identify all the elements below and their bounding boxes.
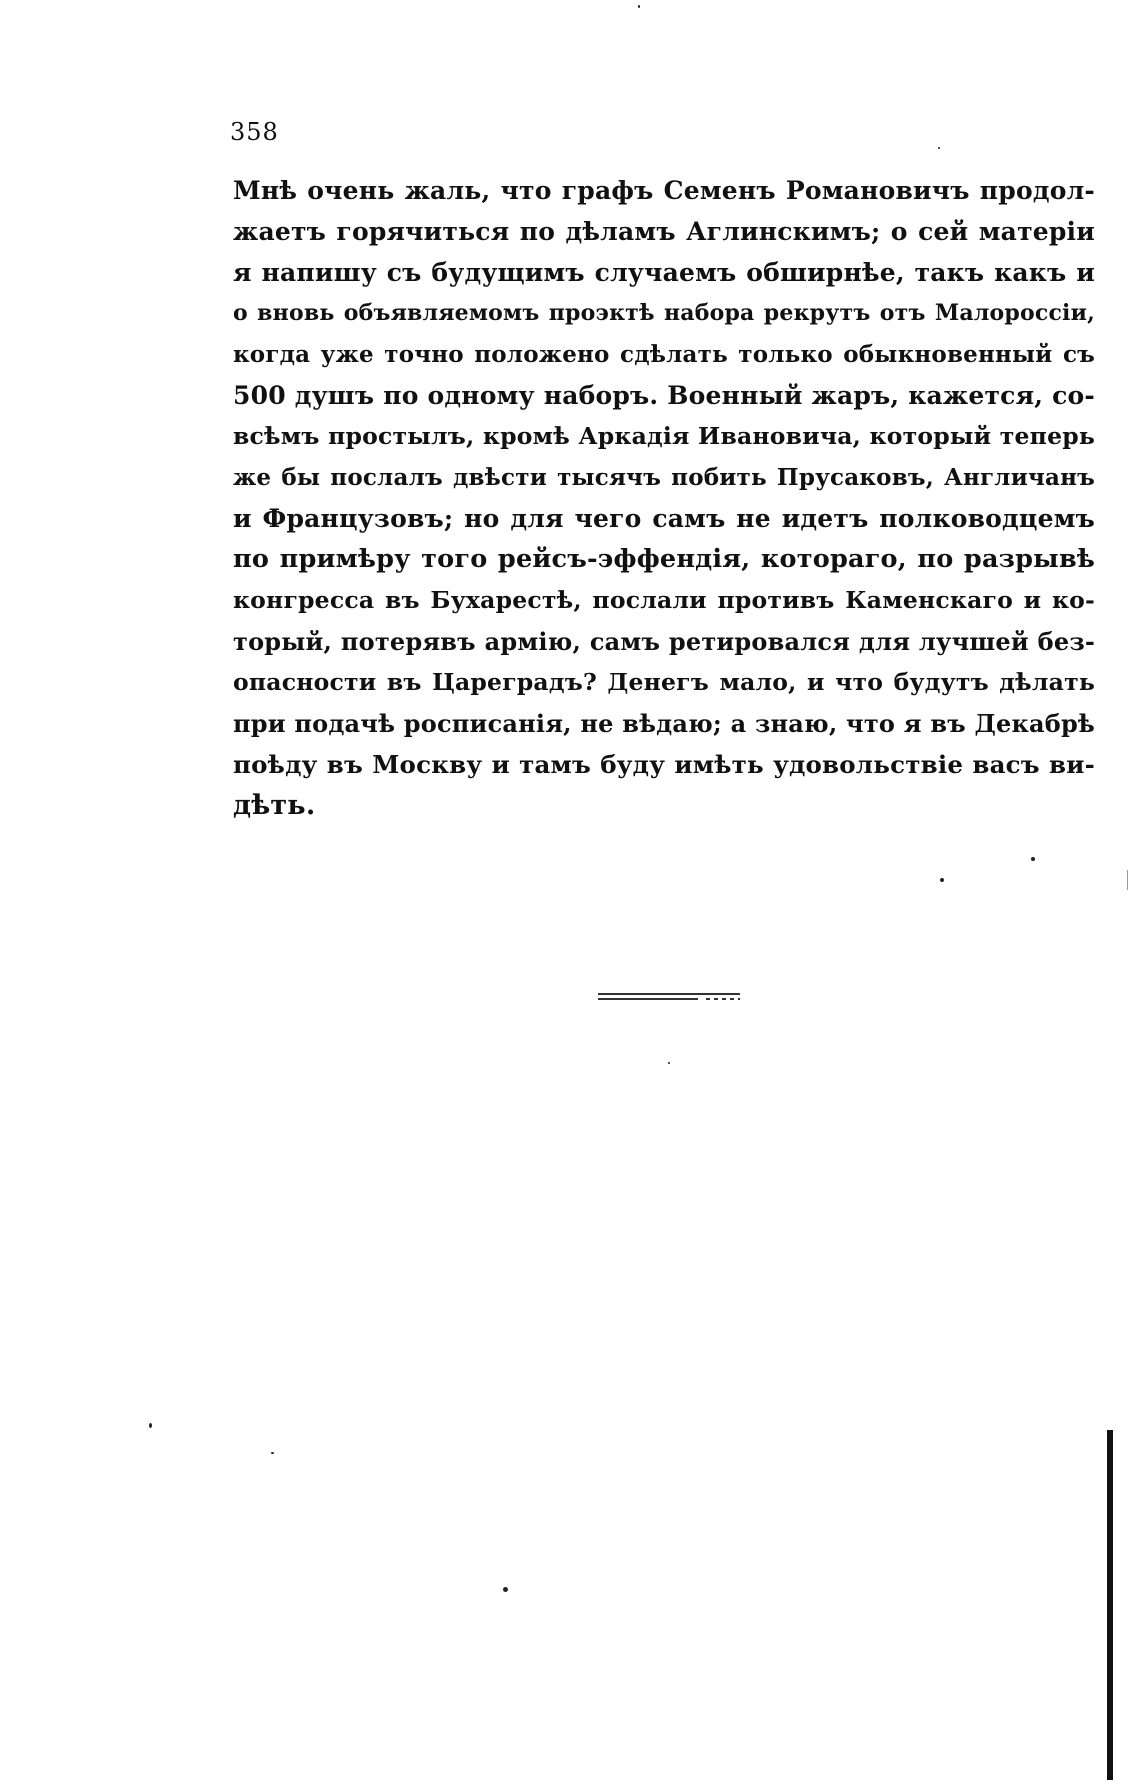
- divider-rule: [598, 993, 740, 995]
- text-line: поѣду въ Москву и тамъ буду имѣть удовольствіе васъ ви-: [233, 750, 1095, 779]
- text-line: торый, потерявъ армію, самъ ретировался для лучшей без-: [233, 627, 1095, 656]
- print-speck: [940, 878, 944, 882]
- page-number: 358: [230, 118, 279, 146]
- text-line: о вновь объявляемомъ проэктѣ набора рекрутъ отъ Малороссіи,: [233, 300, 1095, 326]
- text-line: же бы послалъ двѣсти тысячъ побить Прусаковъ, Англичанъ: [233, 464, 1095, 491]
- divider-rule: [598, 998, 698, 1000]
- print-speck: [149, 1423, 152, 1428]
- print-speck: [271, 1452, 274, 1454]
- text-line: я напишу съ будущимъ случаемъ обширнѣе, такъ какъ и: [233, 258, 1095, 287]
- section-divider: [598, 993, 740, 1001]
- print-speck: [1031, 857, 1035, 861]
- text-line: конгресса въ Бухарестѣ, послали противъ Каменскаго и ко-: [233, 586, 1095, 614]
- text-line: опасности въ Цареградъ? Денегъ мало, и что будутъ дѣлать: [233, 668, 1095, 696]
- body-text: [233, 170, 1095, 826]
- text-line: 500 душъ по одному наборъ. Военный жаръ, кажется, со-: [233, 381, 1095, 410]
- divider-rule-dotted: [706, 998, 740, 1000]
- text-line: всѣмъ простылъ, кромѣ Аркадія Ивановича, который теперь: [233, 422, 1095, 450]
- text-line: по примѣру того рейсъ-эффендія, котораго, по разрывѣ: [233, 544, 1095, 574]
- print-speck: [503, 1587, 508, 1592]
- text-line: когда уже точно положено сдѣлать только обыкновенный съ: [233, 341, 1095, 368]
- print-speck: [638, 5, 640, 8]
- print-speck: [668, 1062, 670, 1064]
- scan-edge-mark: [1127, 870, 1128, 890]
- print-speck: [938, 147, 940, 149]
- scan-edge-mark: [1107, 1430, 1113, 1780]
- text-line: при подачѣ росписанія, не вѣдаю; а знаю, что я въ Декабрѣ: [233, 709, 1095, 738]
- text-line: и Французовъ; но для чего самъ не идетъ полководцемъ: [233, 504, 1095, 533]
- text-line: жаетъ горячиться по дѣламъ Аглинскимъ; о сей матеріи: [233, 217, 1095, 246]
- text-line: дѣть.: [233, 790, 316, 821]
- text-line: Мнѣ очень жаль, что графъ Семенъ Романовичъ продол-: [233, 176, 1095, 205]
